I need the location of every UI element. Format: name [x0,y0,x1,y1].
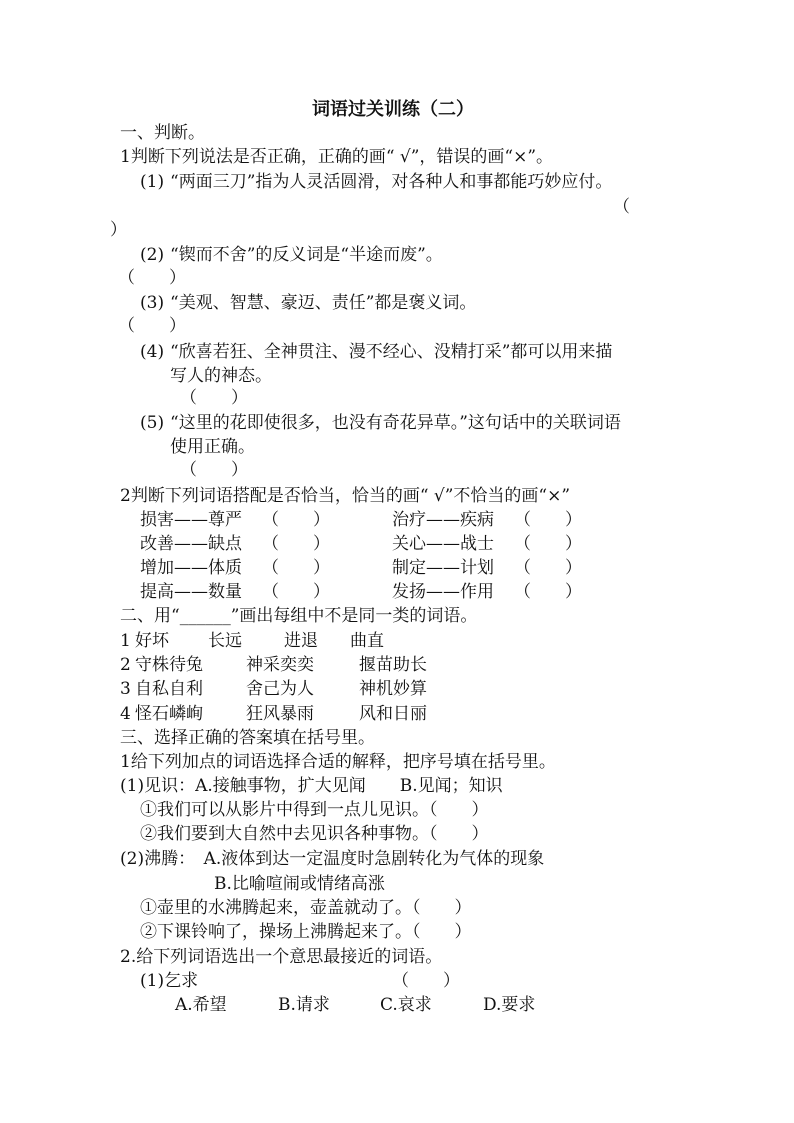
sub-question-head: (2)沸腾： A.液体到达一定温度时急剧转化为气体的现象 [120,849,545,869]
group-word[interactable]: 进退 [284,631,318,651]
group-word[interactable]: 自私自利 [135,679,203,699]
answer-paren[interactable]: （ ） [180,388,248,408]
answer-paren[interactable]: （ ） [262,558,330,578]
section-heading-3: 三、选择正确的答案填在括号里。 [120,728,375,748]
option-c[interactable]: C.哀求 [380,995,432,1015]
answer-paren[interactable]: （ ） [118,268,186,288]
group-number: 2 [120,655,131,675]
answer-paren[interactable]: （ ） [392,971,460,991]
judge-item-text: “锲而不舍”的反义词是“半途而废”。 [170,245,443,265]
answer-paren[interactable]: （ ） [180,460,248,480]
judge-item-number: (2) [140,245,165,265]
answer-paren[interactable]: （ ） [262,582,330,602]
section-heading-1: 一、判断。 [120,123,205,143]
pair-right: 制定——计划 [392,558,494,578]
group-word[interactable]: 神机妙算 [359,679,427,699]
answer-paren[interactable]: （ ） [514,582,582,602]
answer-paren[interactable]: （ ） [514,534,582,554]
answer-paren-open[interactable]: （ [613,197,630,217]
answer-paren[interactable]: （ ） [514,510,582,530]
pair-left: 增加——体质 [140,558,242,578]
section-heading-2: 二、用“______”画出每组中不是同一类的词语。 [120,606,478,626]
group-word[interactable]: 好坏 [135,631,169,651]
question-3-2-prompt: 2.给下列词语选出一个意思最接近的词语。 [120,947,443,967]
sub-question-line: ①我们可以从影片中得到一点儿见识。（ ） [140,800,489,820]
answer-paren[interactable]: （ ） [262,534,330,554]
group-number: 4 [120,704,131,724]
group-word[interactable]: 舍己为人 [246,679,314,699]
pair-right: 关心——战士 [392,534,494,554]
answer-paren-close[interactable]: ） [110,220,127,240]
judge-item-text: “美观、智慧、豪迈、责任”都是褒义词。 [170,293,477,313]
question-2-prompt: 2判断下列词语搭配是否恰当，恰当的画“ √”不恰当的画“×” [120,486,571,506]
answer-paren[interactable]: （ ） [118,316,186,336]
sub-question-line: ②我们要到大自然中去见识各种事物。（ ） [140,824,489,844]
choice-item: (1)乞求 [140,971,199,991]
judge-item-text: “欣喜若狂、全神贯注、漫不经心、没精打采”都可以用来描 [170,342,613,362]
page-title: 词语过关训练（二） [312,99,474,120]
pair-right: 发扬——作用 [392,582,494,602]
pair-left: 提高——数量 [140,582,242,602]
answer-paren[interactable]: （ ） [514,558,582,578]
group-word[interactable]: 守株待兔 [135,655,203,675]
sub-question-head-cont: B.比喻喧闹或情绪高涨 [214,874,385,894]
group-word[interactable]: 长远 [208,631,242,651]
answer-paren[interactable]: （ ） [262,510,330,530]
group-word[interactable]: 狂风暴雨 [246,704,314,724]
option-b[interactable]: B.请求 [278,995,330,1015]
pair-left: 改善——缺点 [140,534,242,554]
judge-item-text-cont: 写人的神态。 [170,366,272,386]
group-word[interactable]: 揠苗助长 [359,655,427,675]
judge-item-text: “两面三刀”指为人灵活圆滑，对各种人和事都能巧妙应付。 [170,172,613,192]
sub-question-line: ①壶里的水沸腾起来，壶盖就动了。（ ） [140,898,472,918]
judge-item-number: (1) [140,172,165,192]
group-word[interactable]: 风和日丽 [359,704,427,724]
option-a[interactable]: A.希望 [175,995,227,1015]
group-word[interactable]: 神采奕奕 [246,655,314,675]
sub-question-head: (1)见识：A.接触事物，扩大见闻 B.见闻；知识 [120,776,503,796]
judge-item-number: (5) [140,413,165,433]
option-d[interactable]: D.要求 [483,995,536,1015]
pair-left: 损害——尊严 [140,510,242,530]
pair-right: 治疗——疾病 [392,510,494,530]
judge-item-number: (4) [140,342,165,362]
question-1-prompt: 1判断下列说法是否正确，正确的画“ √”，错误的画“×”。 [120,147,554,167]
group-word[interactable]: 怪石嶙峋 [135,704,203,724]
sub-question-line: ②下课铃响了，操场上沸腾起来了。（ ） [140,922,472,942]
group-number: 1 [120,631,131,651]
question-3-1-prompt: 1给下列加点的词语选择合适的解释，把序号填在括号里。 [120,752,556,772]
group-word[interactable]: 曲直 [350,631,384,651]
group-number: 3 [120,679,131,699]
judge-item-text-cont: 使用正确。 [170,437,255,457]
judge-item-text: “这里的花即使很多，也没有奇花异草。”这句话中的关联词语 [170,413,621,433]
judge-item-number: (3) [140,293,165,313]
